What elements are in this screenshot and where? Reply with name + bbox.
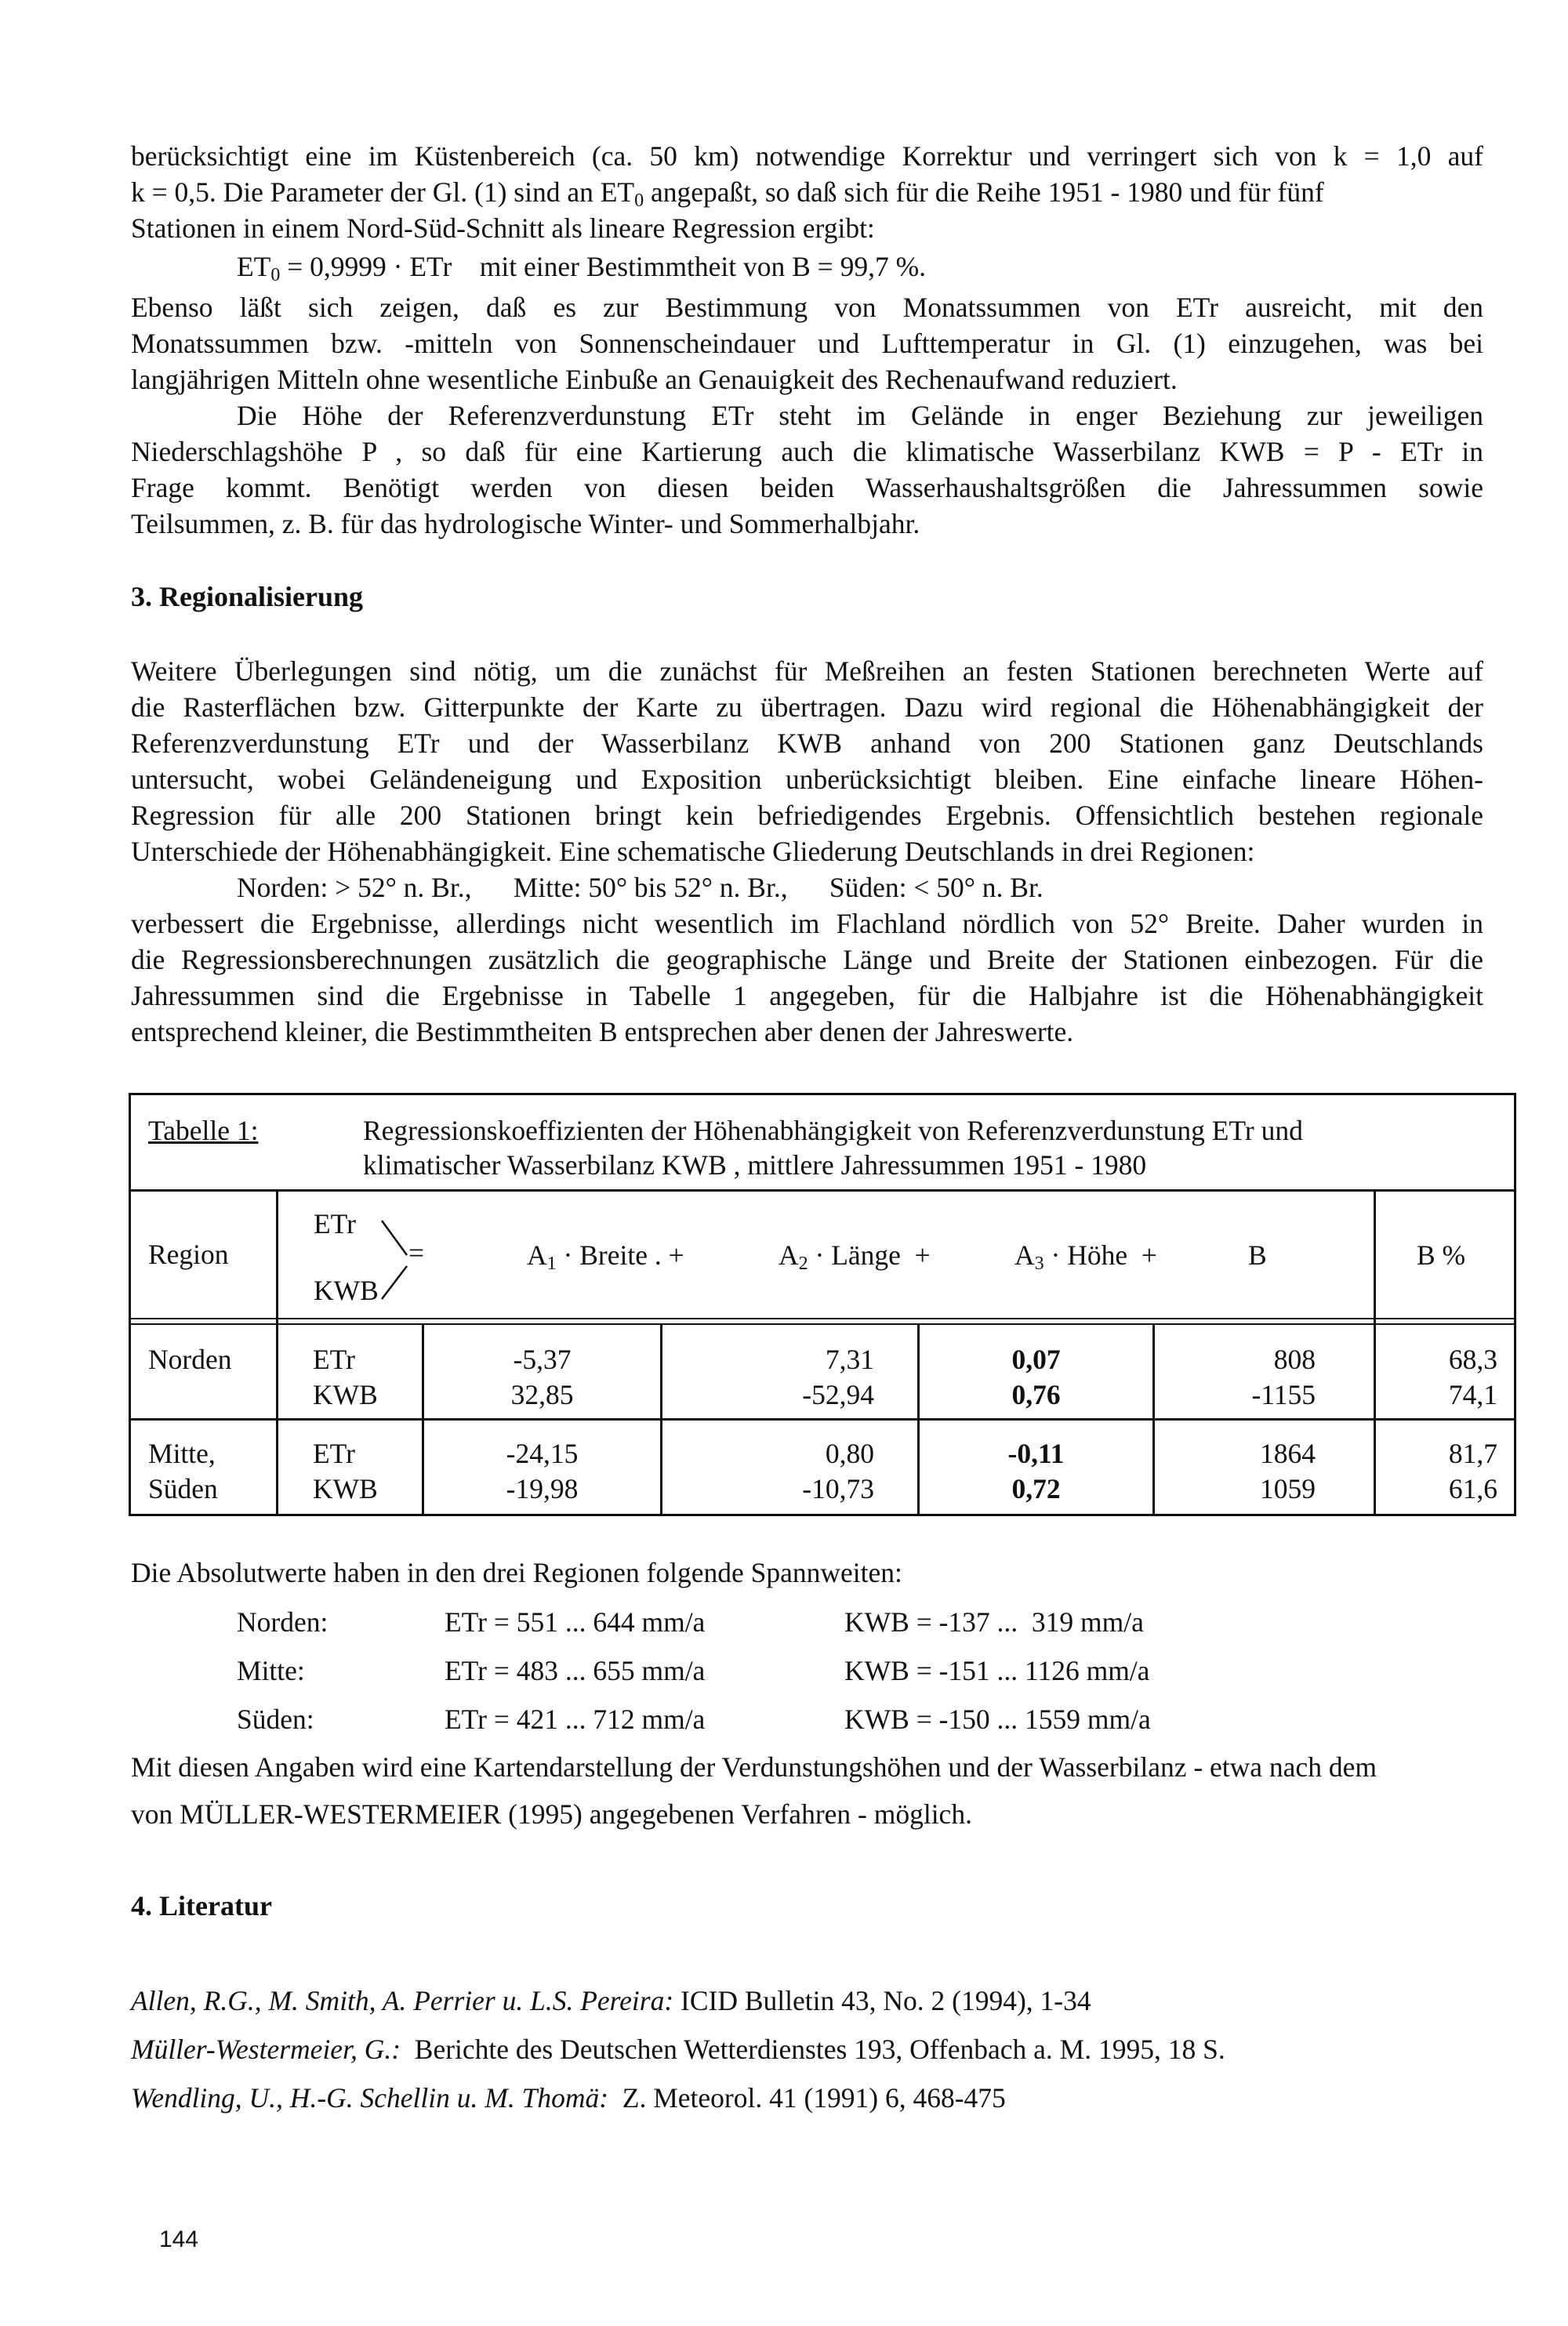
- body-line: Die Höhe der Referenzverdunstung ETr steht im Gelände in enger Beziehung zur jeweiligen: [237, 400, 1483, 431]
- reference-authors: Wendling, U., H.-G. Schellin u. M. Thomä:: [131, 2082, 609, 2114]
- range-region: Süden:: [237, 1704, 314, 1735]
- header-region: Region: [148, 1239, 229, 1270]
- text-span: · Breite . +: [556, 1239, 684, 1271]
- header-a1: [527, 1239, 684, 1272]
- body-line: Ebenso läßt sich zeigen, daß es zur Bestimmung von Monatssummen von ETr ausreicht, mit den: [131, 292, 1483, 323]
- cell-a2: 7,31: [825, 1344, 874, 1375]
- range-etr: ETr = 483 ... 655 mm/a: [445, 1655, 706, 1686]
- reference-source: Berichte des Deutschen Wetterdienstes 193, Offenbach a. M. 1995, 18 S.: [401, 2034, 1225, 2065]
- table-rule: [131, 1418, 1514, 1421]
- body-line: von MÜLLER-WESTERMEIER (1995) angegebenen Verfahren - möglich.: [131, 1798, 972, 1830]
- cell-a2: 0,80: [825, 1438, 874, 1469]
- cell-b-percent: 74,1: [1448, 1379, 1497, 1410]
- brace-lines: [379, 1217, 410, 1304]
- range-region: Norden:: [237, 1606, 328, 1638]
- table-rule: [131, 1323, 1514, 1325]
- reference: [131, 2081, 1483, 2117]
- subscript: 0: [270, 265, 281, 285]
- header-b: B: [1248, 1239, 1267, 1271]
- table-label: Tabelle 1:: [148, 1115, 259, 1146]
- subscript: 2: [798, 1254, 808, 1274]
- header-a3: [1014, 1239, 1157, 1272]
- table-rule: [131, 1189, 1514, 1192]
- header-equals: =: [408, 1237, 425, 1268]
- row-var: ETr: [313, 1344, 355, 1375]
- subscript: 3: [1034, 1254, 1044, 1274]
- row-var: KWB: [313, 1379, 378, 1410]
- cell-b-percent: 61,6: [1448, 1473, 1497, 1504]
- reference-authors: Allen, R.G., M. Smith, A. Perrier u. L.S. Pereira:: [131, 1985, 674, 2016]
- row-region: Mitte,: [148, 1438, 216, 1469]
- reference: [131, 1983, 1483, 2019]
- row-region: Süden: [148, 1473, 218, 1504]
- range-region: Mitte:: [237, 1655, 305, 1686]
- reference-source: Z. Meteorol. 41 (1991) 6, 468-475: [608, 2082, 1006, 2114]
- body-line: verbessert die Ergebnisse, allerdings nicht wesentlich im Flachland nördlich von 52° Breite. Daher wurden in: [131, 908, 1483, 939]
- range-kwb: KWB = -151 ... 1126 mm/a: [844, 1655, 1150, 1686]
- cell-a3: 0,72: [1011, 1473, 1061, 1504]
- body-line: Mit diesen Angaben wird eine Kartendarstellung der Verdunstungshöhen und der Wasserbilanz - etwa nach dem: [131, 1751, 1377, 1783]
- range-kwb: KWB = -150 ... 1559 mm/a: [844, 1704, 1151, 1735]
- body-line: Stationen in einem Nord-Süd-Schnitt als lineare Regression ergibt:: [131, 212, 875, 244]
- body-line: Referenzverdunstung ETr und der Wasserbilanz KWB anhand von 200 Stationen ganz Deutschlands: [131, 728, 1483, 759]
- text-span: ET: [237, 251, 271, 282]
- text-span: = 0,9999 · ETr mit einer Bestimmtheit von B = 99,7 %.: [280, 251, 927, 282]
- body-line: Niederschlagshöhe P , so daß für eine Kartierung auch die klimatische Wasserbilanz KWB = P - ETr in: [131, 436, 1483, 467]
- reference-source: ICID Bulletin 43, No. 2 (1994), 1-34: [673, 1985, 1091, 2016]
- row-var: ETr: [313, 1438, 355, 1469]
- reference-authors: Müller-Westermeier, G.:: [131, 2034, 401, 2065]
- cell-b-percent: 68,3: [1448, 1344, 1497, 1375]
- text-span: A: [527, 1239, 547, 1271]
- cell-b: 1864: [1260, 1438, 1316, 1469]
- header-b-percent: B %: [1417, 1239, 1466, 1271]
- body-line: [131, 175, 1483, 211]
- row-region: Norden: [148, 1344, 232, 1375]
- cell-a3: 0,07: [1011, 1344, 1061, 1375]
- text-span: A: [1014, 1239, 1035, 1271]
- cell-a1: -19,98: [506, 1473, 579, 1504]
- cell-a2: -52,94: [802, 1379, 874, 1410]
- table-rule: [276, 1189, 278, 1514]
- equation: [237, 249, 926, 285]
- page-number: 144: [159, 2226, 199, 2252]
- text-span: A: [779, 1239, 799, 1271]
- cell-a2: -10,73: [802, 1473, 874, 1504]
- cell-b-percent: 81,7: [1448, 1438, 1497, 1469]
- body-line: Unterschiede der Höhenabhängigkeit. Eine schematische Gliederung Deutschlands in drei Regionen:: [131, 836, 1255, 867]
- reference: [131, 2032, 1483, 2068]
- text-span: · Höhe +: [1044, 1239, 1157, 1271]
- table-1: [129, 1093, 1516, 1516]
- header-a2: [779, 1239, 931, 1272]
- cell-b: 1059: [1260, 1473, 1316, 1504]
- body-line: Monatssummen bzw. -mitteln von Sonnenscheindauer und Lufttemperatur in Gl. (1) einzugehen, was bei: [131, 328, 1483, 359]
- table-caption: klimatischer Wasserbilanz KWB , mittlere Jahressummen 1951 - 1980: [363, 1149, 1147, 1181]
- subscript: 1: [546, 1254, 557, 1274]
- subscript: 0: [634, 191, 644, 211]
- cell-a1: -24,15: [506, 1438, 579, 1469]
- table-caption: Regressionskoeffizienten der Höhenabhängigkeit von Referenzverdunstung ETr und: [363, 1115, 1303, 1146]
- body-line: langjährigen Mitteln ohne wesentliche Einbuße an Genauigkeit des Rechenaufwand reduziert.: [131, 364, 1178, 395]
- cell-a1: 32,85: [510, 1379, 574, 1410]
- body-line: untersucht, wobei Geländeneigung und Exposition unberücksichtigt bleiben. Eine einfache lineare Höhen-: [131, 764, 1483, 795]
- text-span: angepaßt, so daß sich für die Reihe 1951 - 1980 und für fünf: [644, 176, 1324, 208]
- body-line: Regression für alle 200 Stationen bringt kein befriedigendes Ergebnis. Offensichtlich bestehen regionale: [131, 800, 1483, 831]
- body-line: Frage kommt. Benötigt werden von diesen beiden Wasserhaushaltsgrößen die Jahressummen sowie: [131, 472, 1483, 503]
- header-etr: ETr: [314, 1208, 356, 1239]
- table-rule: [131, 1318, 1514, 1319]
- text-span: · Länge +: [808, 1239, 931, 1271]
- body-line: Weitere Überlegungen sind nötig, um die zunächst für Meßreihen an festen Stationen berechneten Werte auf: [131, 655, 1483, 687]
- body-line: Teilsummen, z. B. für das hydrologische Winter- und Sommerhalbjahr.: [131, 508, 920, 539]
- section-heading: 3. Regionalisierung: [131, 581, 364, 612]
- header-kwb: KWB: [314, 1275, 379, 1306]
- cell-a3: 0,76: [1011, 1379, 1061, 1410]
- cell-a1: -5,37: [513, 1344, 572, 1375]
- regions-line: Norden: > 52° n. Br., Mitte: 50° bis 52° n. Br., Süden: < 50° n. Br.: [237, 872, 1044, 903]
- cell-a3: -0,11: [1007, 1438, 1065, 1469]
- body-line: die Rasterflächen bzw. Gitterpunkte der Karte zu übertragen. Dazu wird regional die Höhenabhängigkeit der: [131, 691, 1483, 723]
- range-etr: ETr = 421 ... 712 mm/a: [445, 1704, 706, 1735]
- text-span: k = 0,5. Die Parameter der Gl. (1) sind an ET: [131, 176, 635, 208]
- body-line: Die Absolutwerte haben in den drei Regionen folgende Spannweiten:: [131, 1557, 902, 1588]
- cell-b: 808: [1273, 1344, 1316, 1375]
- body-line: die Regressionsberechnungen zusätzlich die geographische Länge und Breite der Stationen einbezogen. Für die: [131, 944, 1483, 975]
- body-line: entsprechend kleiner, die Bestimmtheiten B entsprechen aber denen der Jahreswerte.: [131, 1016, 1074, 1047]
- section-heading: 4. Literatur: [131, 1890, 272, 1921]
- range-etr: ETr = 551 ... 644 mm/a: [445, 1606, 706, 1638]
- body-line: Jahressummen sind die Ergebnisse in Tabelle 1 angegeben, für die Halbjahre ist die Höhenabhängigkeit: [131, 980, 1483, 1011]
- range-kwb: KWB = -137 ... 319 mm/a: [844, 1606, 1144, 1638]
- body-line: berücksichtigt eine im Küstenbereich (ca. 50 km) notwendige Korrektur und verringert sich von k = 1,0 auf: [131, 140, 1483, 172]
- cell-b: -1155: [1251, 1379, 1316, 1410]
- row-var: KWB: [313, 1473, 378, 1504]
